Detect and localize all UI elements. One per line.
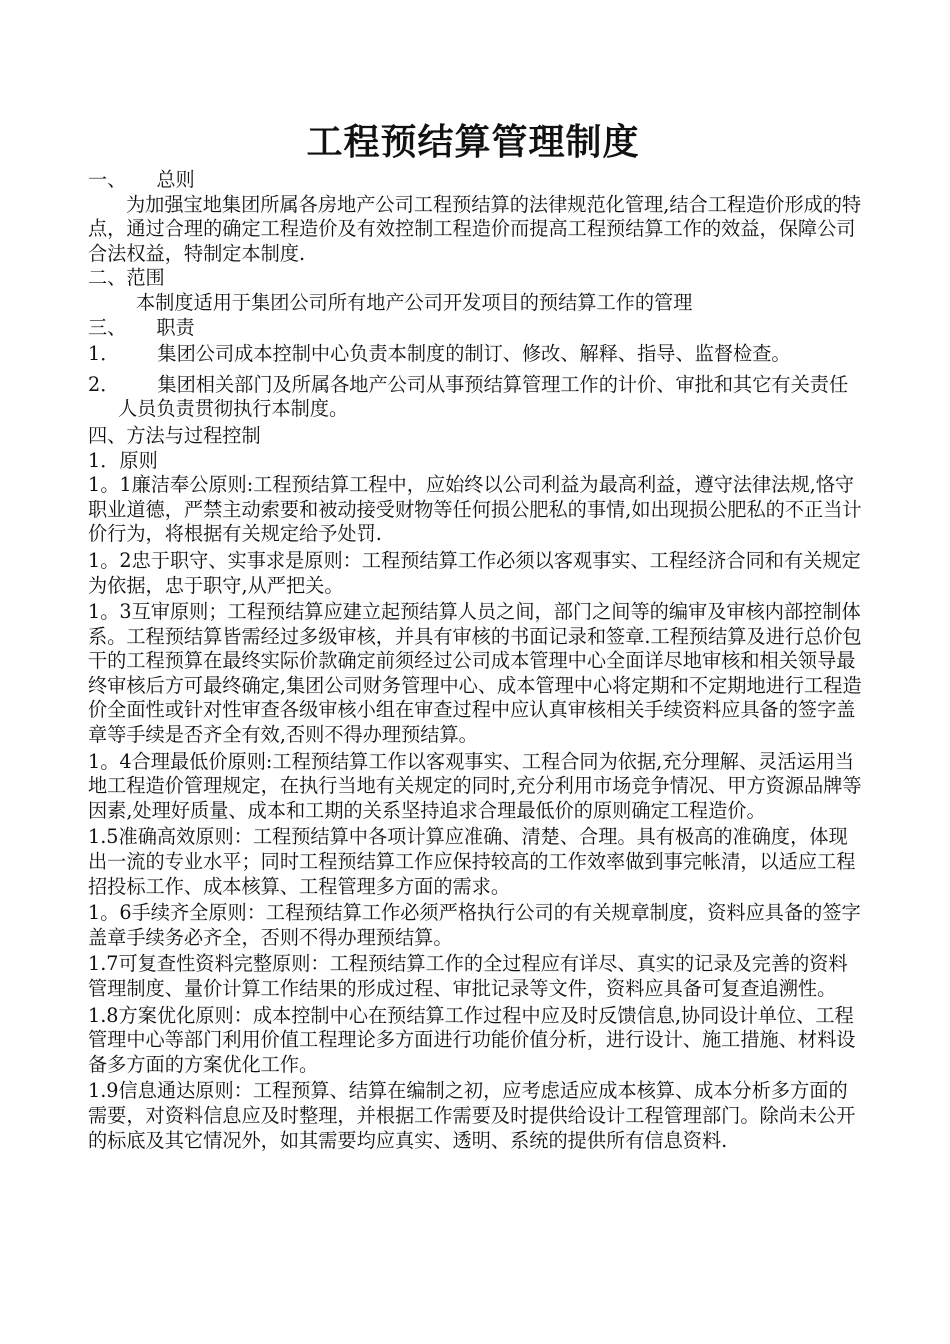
- paragraph-1-4: 1。4合理最低价原则:工程预结算工作以客观事实、工程合同为依据,充分理解、灵活运用当地工程造价管理规定，在执行当地有关规定的同时,充分利用市场竞争情况、甲方资源品牌等因素,处理好质量、成本和工期的关系坚持追求合理最低价的原则确定工程造价。: [88, 749, 862, 822]
- paragraph-1-7: 1.7可复查性资料完整原则：工程预结算工作的全过程应有详尽、真实的记录及完善的资料管理制度、量价计算工作结果的形成过程、审批记录等文件，资料应具备可复查追溯性。: [88, 952, 848, 1000]
- section-heading-methods: 四、方法与过程控制: [88, 423, 261, 447]
- paragraph-1-8: 1.8方案优化原则：成本控制中心在预结算工作过程中应及时反馈信息,协同设计单位、工程管理中心等部门利用价值工程理论多方面进行功能价值分析，进行设计、施工措施、材料设备多方面的方案优化工作。: [88, 1003, 856, 1076]
- list-number: 1．: [88, 342, 120, 366]
- section-title: 职责: [156, 315, 195, 339]
- paragraph-1-1: 1。1廉洁奉公原则:工程预结算工程中，应始终以公司利益为最高利益，遵守法律法规,恪守职业道德，严禁主动索要和被动接受财物等任何损公肥私的事情,如出现损公肥私的不正当计价行为，将根据有关规定给予处罚.: [88, 473, 862, 546]
- paragraph-1-5: 1.5准确高效原则：工程预结算中各项计算应准确、清楚、合理。具有极高的准确度，体现出一流的专业水平；同时工程预结算工作应保持较高的工作效率做到事完帐清，以适应工程招投标工作、成本核算、工程管理多方面的需求。: [88, 825, 856, 898]
- paragraph-1-9: 1.9信息通达原则：工程预算、结算在编制之初，应考虑适应成本核算、成本分析多方面的需要，对资料信息应及时整理，并根据工作需要及时提供给设计工程管理部门。除尚未公开的标底及其它情况外，如其需要均应真实、透明、系统的提供所有信息资料.: [88, 1079, 856, 1152]
- paragraph-1-2: 1。2忠于职守、实事求是原则：工程预结算工作必须以客观事实、工程经济合同和有关规定为依据，忠于职守,从严把关。: [88, 548, 861, 597]
- duty-item-1: [88, 342, 863, 367]
- section-heading-scope: 二、范围: [88, 266, 165, 290]
- paragraph-1-3: 1。3互审原则；工程预结算应建立起预结算人员之间，部门之间等的编审及审核内部控制体系。工程预结算皆需经过多级审核，并具有审核的书面记录和签章.工程预结算及进行总价包干的工程预算在最终实际价款确定前须经过公司成本管理中心全面详尽地审核和相关领导最终审核后方可最终确定,集团公司财务管理中心、成本管理中心将定期和不定期地进行工程造价全面性或针对性审查各级审核小组在审查过程中应认真审核相关手续资料应具备的签字盖章等手续是否齐全有效,否则不得办理预结算。: [88, 600, 862, 747]
- document-body: [88, 168, 863, 1153]
- list-number: 2．: [88, 372, 120, 396]
- section-heading-general: [88, 168, 863, 193]
- section-heading-duties: [88, 316, 863, 341]
- section-title: 总则: [156, 168, 195, 191]
- duty-item-2: [88, 373, 863, 422]
- paragraph-scope: 本制度适用于集团公司所有地产公司开发项目的预结算工作的管理: [136, 290, 693, 314]
- list-item-text: 集团相关部门及所属各地产公司从事预结算管理工作的计价、审批和其它有关责任人员负责贯彻执行本制度。: [118, 372, 849, 421]
- subsection-heading-principles: 1．原则: [88, 448, 158, 472]
- section-number: 一、: [88, 168, 127, 191]
- list-item-text: 集团公司成本控制中心负责本制度的制订、修改、解释、指导、监督检查。: [157, 342, 791, 366]
- paragraph-1-6: 1。6手续齐全原则：工程预结算工作必须严格执行公司的有关规章制度，资料应具备的签字盖章手续务必齐全，否则不得办理预结算。: [88, 901, 861, 949]
- section-number: 三、: [88, 315, 127, 339]
- document-title: 工程预结算管理制度: [306, 121, 640, 163]
- paragraph-general: 为加强宝地集团所属各房地产公司工程预结算的法律规范化管理,结合工程造价形成的特点，通过合理的确定工程造价及有效控制工程造价而提高工程预结算工作的效益，保障公司合法权益，特制定本制度.: [88, 192, 862, 265]
